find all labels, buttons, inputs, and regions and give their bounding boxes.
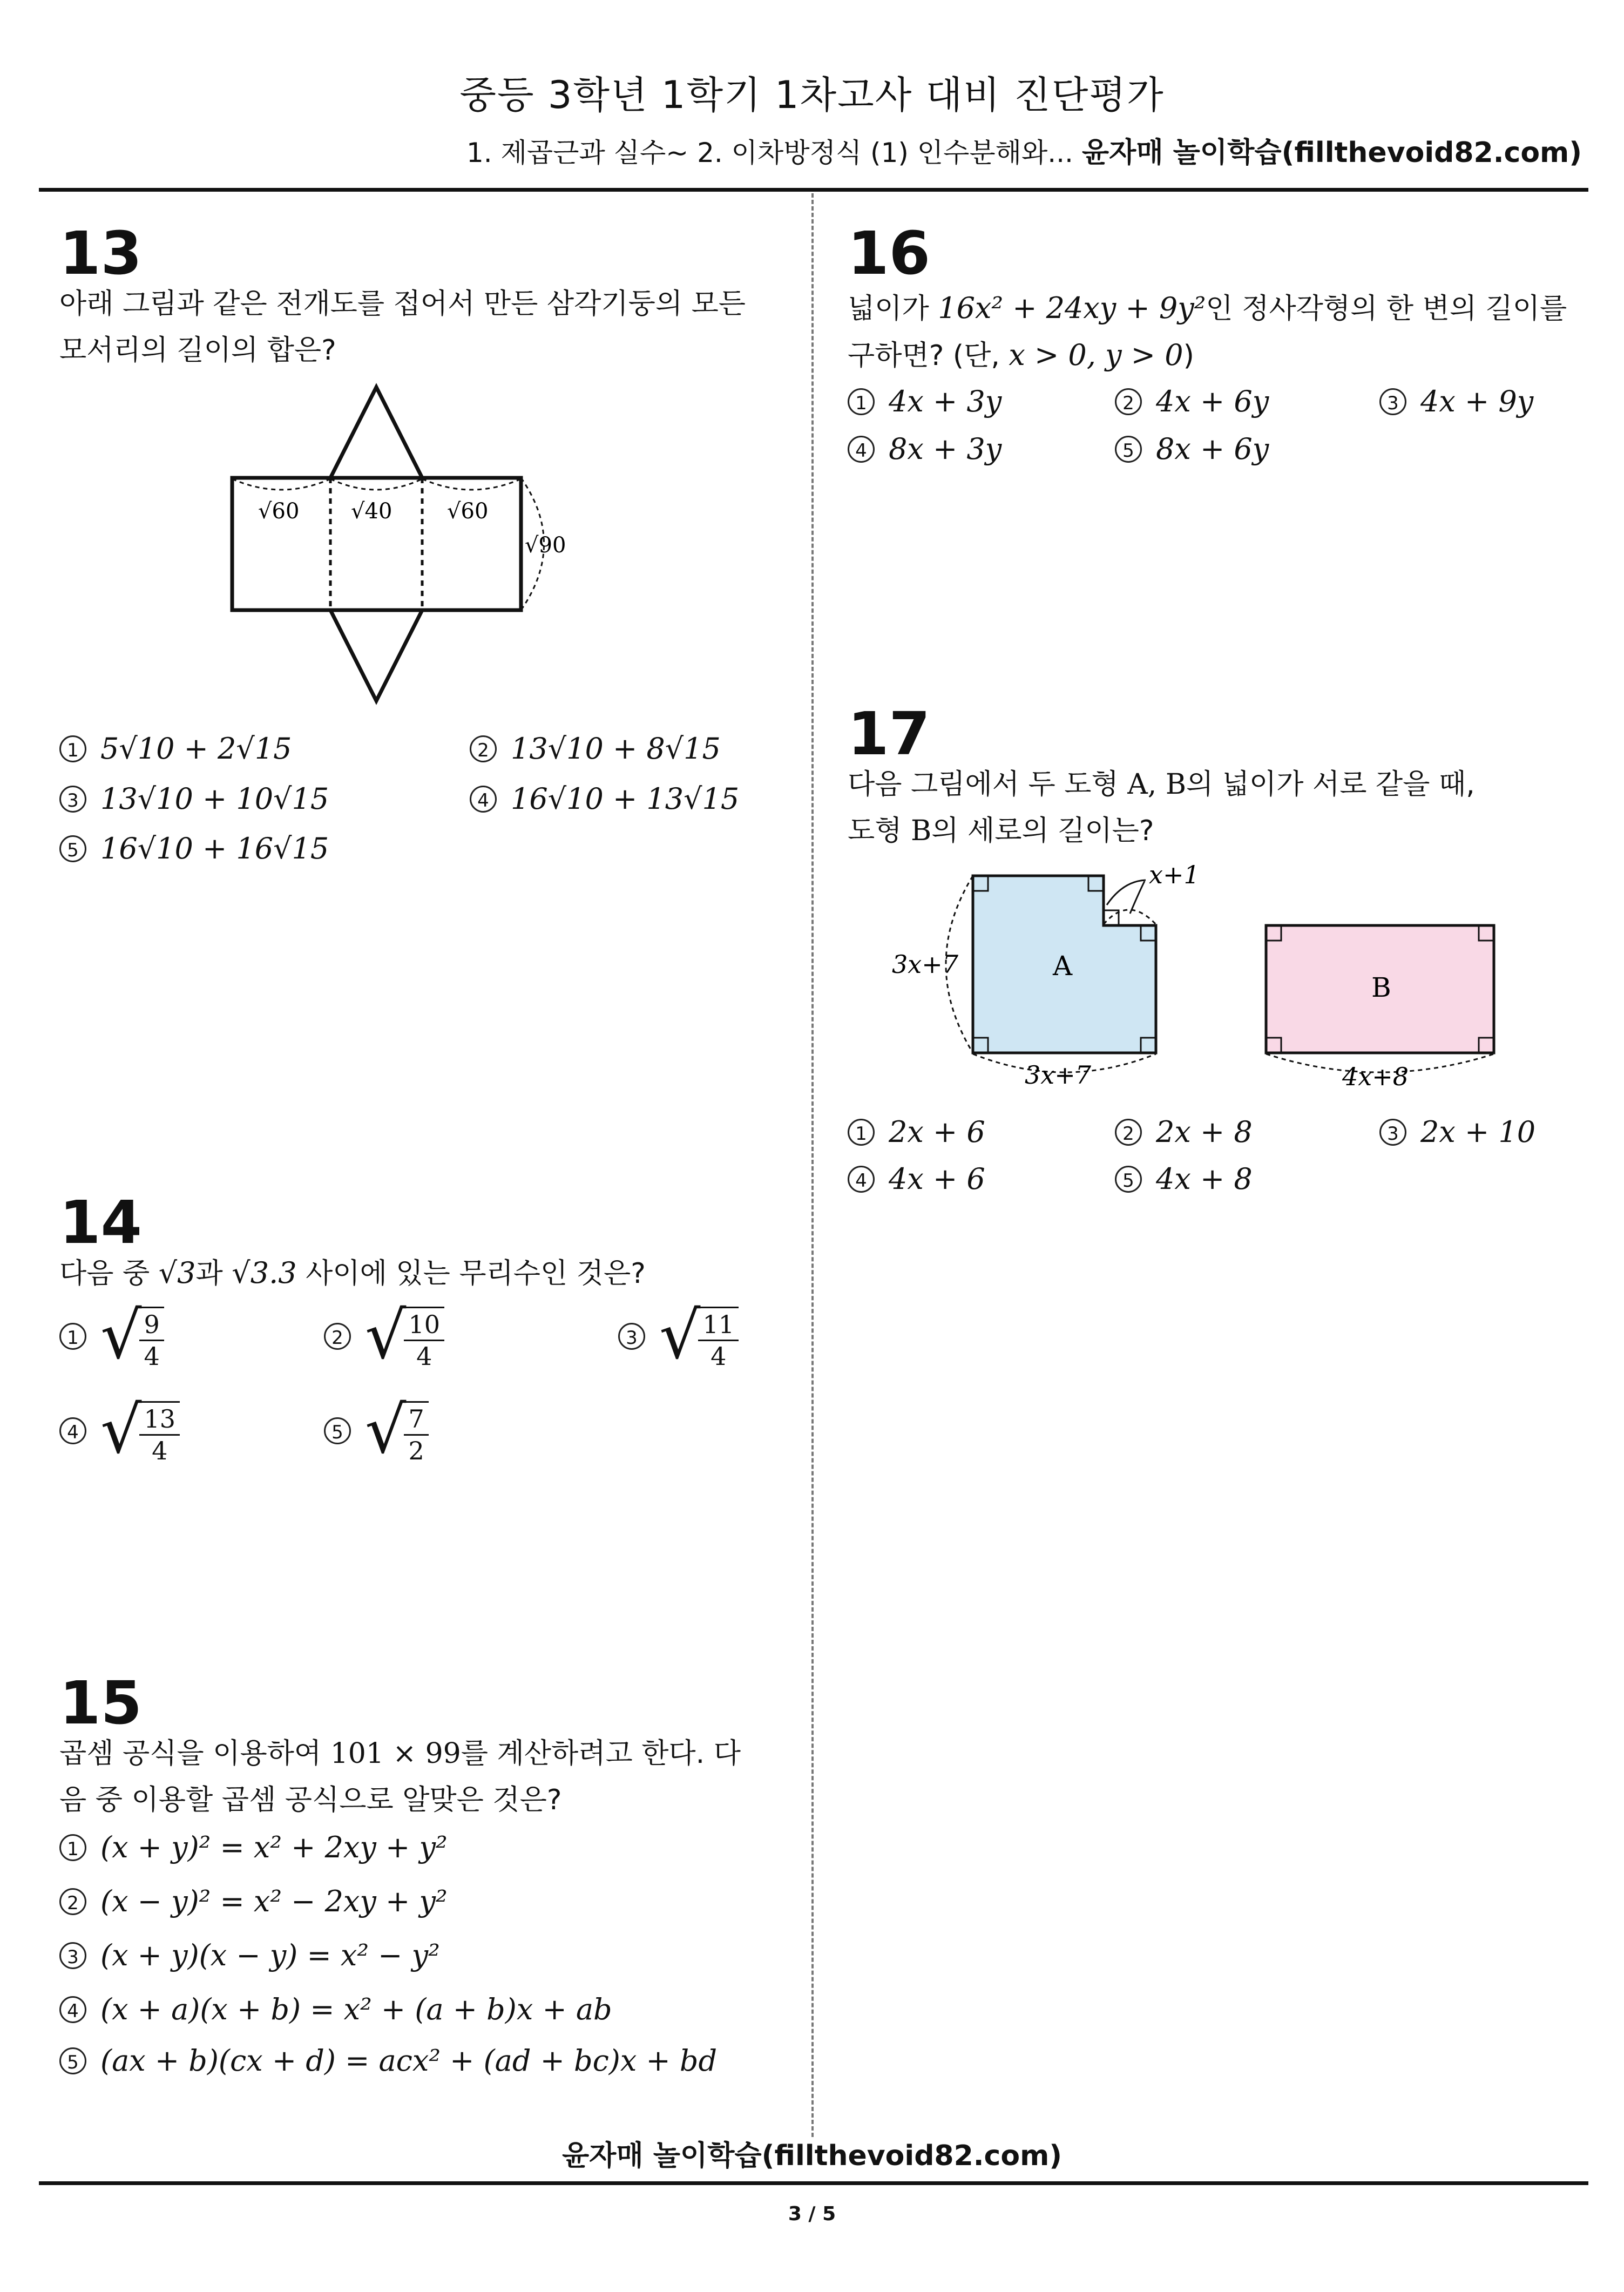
option-marker: 4 (848, 436, 875, 463)
option-text: 4x + 6 (889, 1162, 985, 1196)
numerator: 11 (698, 1309, 739, 1341)
q13-option-4[interactable] (470, 782, 739, 816)
net-top-triangle (330, 387, 422, 478)
numerator: 13 (139, 1404, 180, 1436)
q14-root-3-3: √3.3 (232, 1256, 297, 1290)
denominator: 4 (144, 1342, 160, 1371)
question-17-line-1 (848, 761, 1475, 808)
question-15-text (59, 1730, 741, 1823)
question-13-text (59, 281, 746, 374)
header-brand: 윤자매 놀이학습(fillthevoid82.com) (1081, 137, 1582, 169)
option-text: 16√10 + 16√15 (100, 831, 329, 866)
label-h: √90 (525, 533, 566, 558)
q15-option-1[interactable] (59, 1830, 448, 1864)
option-marker: 2 (1115, 388, 1142, 415)
exam-range: 1. 제곱근과 실수~ 2. 이차방정식 (1) 인수분해와... (466, 137, 1073, 168)
page-number: 3 / 5 (788, 2203, 836, 2225)
q17-option-3[interactable] (1379, 1115, 1535, 1149)
option-text: 4x + 9y (1420, 384, 1534, 418)
question-15-line-2: 음 중 이용할 곱셈 공식으로 알맞은 것은? (59, 1784, 562, 1816)
q15-option-5[interactable] (59, 2044, 717, 2078)
column-divider (811, 193, 814, 2137)
option-marker: 1 (848, 388, 875, 415)
question-number-16: 16 (848, 219, 931, 288)
prism-net-figure (216, 381, 583, 715)
arc-c (422, 479, 521, 490)
net-outline (232, 478, 521, 610)
label-a-height: 3x+7 (892, 950, 959, 979)
net-bottom-triangle (330, 610, 422, 701)
label-a: √60 (258, 499, 300, 524)
question-number-13: 13 (59, 219, 143, 288)
q16-text-part: 인 정사각형의 한 변의 길이를 (1206, 293, 1567, 325)
q17-text-part: 의 넓이가 서로 같을 때, (1186, 768, 1475, 801)
option-marker: 4 (59, 1417, 86, 1444)
option-text: 2x + 10 (1420, 1115, 1536, 1149)
q14-option-2[interactable] (324, 1299, 444, 1374)
question-13-line-2: 모서리의 길이의 합은? (59, 334, 336, 367)
q16-option-1[interactable] (848, 384, 1002, 418)
q13-option-2[interactable] (470, 732, 721, 766)
label-b-width: 4x+8 (1342, 1062, 1409, 1091)
label-notch: x+1 (1149, 860, 1200, 889)
question-number-15: 15 (59, 1668, 143, 1737)
page-title: 중등 3학년 1학기 1차고사 대비 진단평가 (459, 73, 1165, 117)
option-marker: 5 (1115, 436, 1142, 463)
arc-a (232, 479, 330, 490)
option-text: 16√10 + 13√15 (511, 782, 740, 816)
option-text: (ax + b)(cx + d) = acx² + (ad + bc)x + bd (100, 2044, 718, 2078)
denominator: 4 (416, 1342, 432, 1371)
question-16-line-1 (848, 285, 1567, 332)
question-15-line-1 (59, 1730, 741, 1777)
question-13-line-1: 아래 그림과 같은 전개도를 접어서 만든 삼각기둥의 모든 (59, 288, 746, 320)
numerator: 10 (404, 1309, 444, 1341)
notch-pointer (1130, 881, 1145, 914)
footer-brand: 윤자매 놀이학습(fillthevoid82.com) (561, 2140, 1063, 2172)
option-marker: 3 (618, 1323, 645, 1350)
label-a-width: 3x+7 (1025, 1060, 1092, 1090)
q15-option-4[interactable] (59, 1992, 612, 2026)
option-text: 2x + 8 (1156, 1115, 1253, 1149)
q14-text-part: 다음 중 (59, 1257, 150, 1290)
option-text: 8x + 6y (1156, 432, 1269, 466)
option-marker: 3 (59, 786, 86, 813)
q15-expression: 101 × 99 (330, 1737, 461, 1770)
q14-option-4[interactable] (59, 1393, 180, 1468)
option-marker: 3 (59, 1942, 86, 1969)
option-marker: 1 (59, 1834, 86, 1861)
denominator: 4 (152, 1436, 168, 1465)
option-marker: 1 (59, 735, 86, 762)
label-c: √60 (447, 499, 489, 524)
option-text: 13√10 + 8√15 (511, 732, 721, 766)
option-text: (x + a)(x + b) = x² + (a + b)x + ab (100, 1992, 612, 2026)
option-marker: 4 (470, 786, 497, 813)
option-marker: 5 (59, 2047, 86, 2074)
q14-text-part: 과 (195, 1257, 223, 1290)
q15-text-part: 를 계산하려고 한다. 다 (461, 1737, 741, 1770)
shape-a-label: A (1053, 950, 1073, 982)
option-text: 2x + 6 (889, 1115, 985, 1149)
denominator: 2 (408, 1436, 424, 1465)
q17-option-1[interactable] (848, 1115, 985, 1149)
shapes-figure (885, 853, 1522, 1101)
option-marker: 1 (848, 1119, 875, 1146)
footer-divider (39, 2181, 1588, 2185)
q13-option-3[interactable] (59, 782, 329, 816)
question-number-14: 14 (59, 1188, 143, 1257)
question-number-17: 17 (848, 699, 931, 768)
option-text: (x − y)² = x² − 2xy + y² (100, 1884, 448, 1918)
q14-option-1[interactable] (59, 1299, 164, 1374)
option-marker: 2 (470, 735, 497, 762)
denominator: 4 (710, 1342, 727, 1371)
arc-b (330, 479, 422, 490)
q16-text-part: 넓이가 (848, 293, 929, 325)
q17-text-part: 의 세로의 길이는? (931, 815, 1154, 847)
q17-option-2[interactable] (1115, 1115, 1253, 1149)
sqrt-fraction: √ $\frac{11}{4}$ (659, 1301, 739, 1371)
q16-expression: 16x² + 24xy + 9y² (938, 291, 1206, 325)
option-marker: 1 (59, 1323, 86, 1350)
option-text: 4x + 6y (1156, 384, 1269, 418)
q13-option-1[interactable] (59, 732, 292, 766)
sqrt-fraction: √ $\frac{7}{2}$ (365, 1396, 429, 1466)
option-text: (x + y)(x − y) = x² − y² (100, 1938, 440, 1972)
q17-shape-names: A, B (1127, 768, 1187, 801)
q14-root-3: √3 (158, 1256, 196, 1290)
q16-text-part: ) (1183, 340, 1194, 372)
option-marker: 5 (324, 1417, 351, 1444)
q16-option-2[interactable] (1115, 384, 1269, 418)
option-marker: 2 (1115, 1119, 1142, 1146)
sqrt-fraction: √ $\frac{10}{4}$ (365, 1301, 444, 1371)
question-17-text (848, 761, 1475, 854)
option-text: 4x + 3y (889, 384, 1002, 418)
q15-option-2[interactable] (59, 1884, 448, 1918)
arc-notch (1104, 910, 1156, 924)
numerator: 7 (404, 1404, 428, 1436)
option-marker: 5 (1115, 1166, 1142, 1193)
q17-option-5[interactable] (1115, 1162, 1253, 1196)
sqrt-fraction: √ $\frac{9}{4}$ (100, 1301, 164, 1371)
q17-text-part: 도형 (848, 815, 902, 847)
option-marker: 4 (848, 1166, 875, 1193)
option-marker: 3 (1379, 388, 1406, 415)
q16-condition: x > 0, y > 0 (1009, 338, 1183, 372)
question-16-line-2 (848, 332, 1567, 379)
question-14-text (59, 1250, 646, 1297)
option-marker: 3 (1379, 1119, 1406, 1146)
q16-option-3[interactable] (1379, 384, 1533, 418)
q16-option-4[interactable] (848, 432, 1002, 466)
option-text: 5√10 + 2√15 (100, 732, 292, 766)
question-17-line-2 (848, 808, 1475, 854)
q17-text-part: 다음 그림에서 두 도형 (848, 768, 1119, 801)
option-text: 8x + 3y (889, 432, 1002, 466)
label-b: √40 (351, 499, 393, 524)
q14-text-part: 사이에 있는 무리수인 것은? (306, 1257, 646, 1290)
q15-text-part: 곱셈 공식을 이용하여 (59, 1737, 322, 1770)
option-text: (x + y)² = x² + 2xy + y² (100, 1830, 448, 1864)
header-subtitle (466, 130, 1582, 170)
q15-option-3[interactable] (59, 1938, 440, 1972)
option-marker: 2 (324, 1323, 351, 1350)
question-16-text (848, 285, 1567, 379)
header-divider (39, 188, 1588, 192)
q17-option-4[interactable] (848, 1162, 985, 1196)
option-marker: 2 (59, 1888, 86, 1915)
q13-option-5[interactable] (59, 831, 329, 866)
q16-text-part: 구하면? (단, (848, 340, 1000, 372)
shape-b-label: B (1371, 972, 1391, 1003)
q17-shape-b-name: B (911, 815, 932, 847)
option-marker: 4 (59, 1996, 86, 2023)
q16-option-5[interactable] (1115, 432, 1269, 466)
sqrt-fraction: √ $\frac{13}{4}$ (100, 1396, 180, 1466)
q14-option-3[interactable] (618, 1299, 739, 1374)
option-marker: 5 (59, 835, 86, 862)
numerator: 9 (139, 1309, 164, 1341)
option-text: 4x + 8 (1156, 1162, 1253, 1196)
option-text: 13√10 + 10√15 (100, 782, 329, 816)
q14-option-5[interactable] (324, 1393, 429, 1468)
